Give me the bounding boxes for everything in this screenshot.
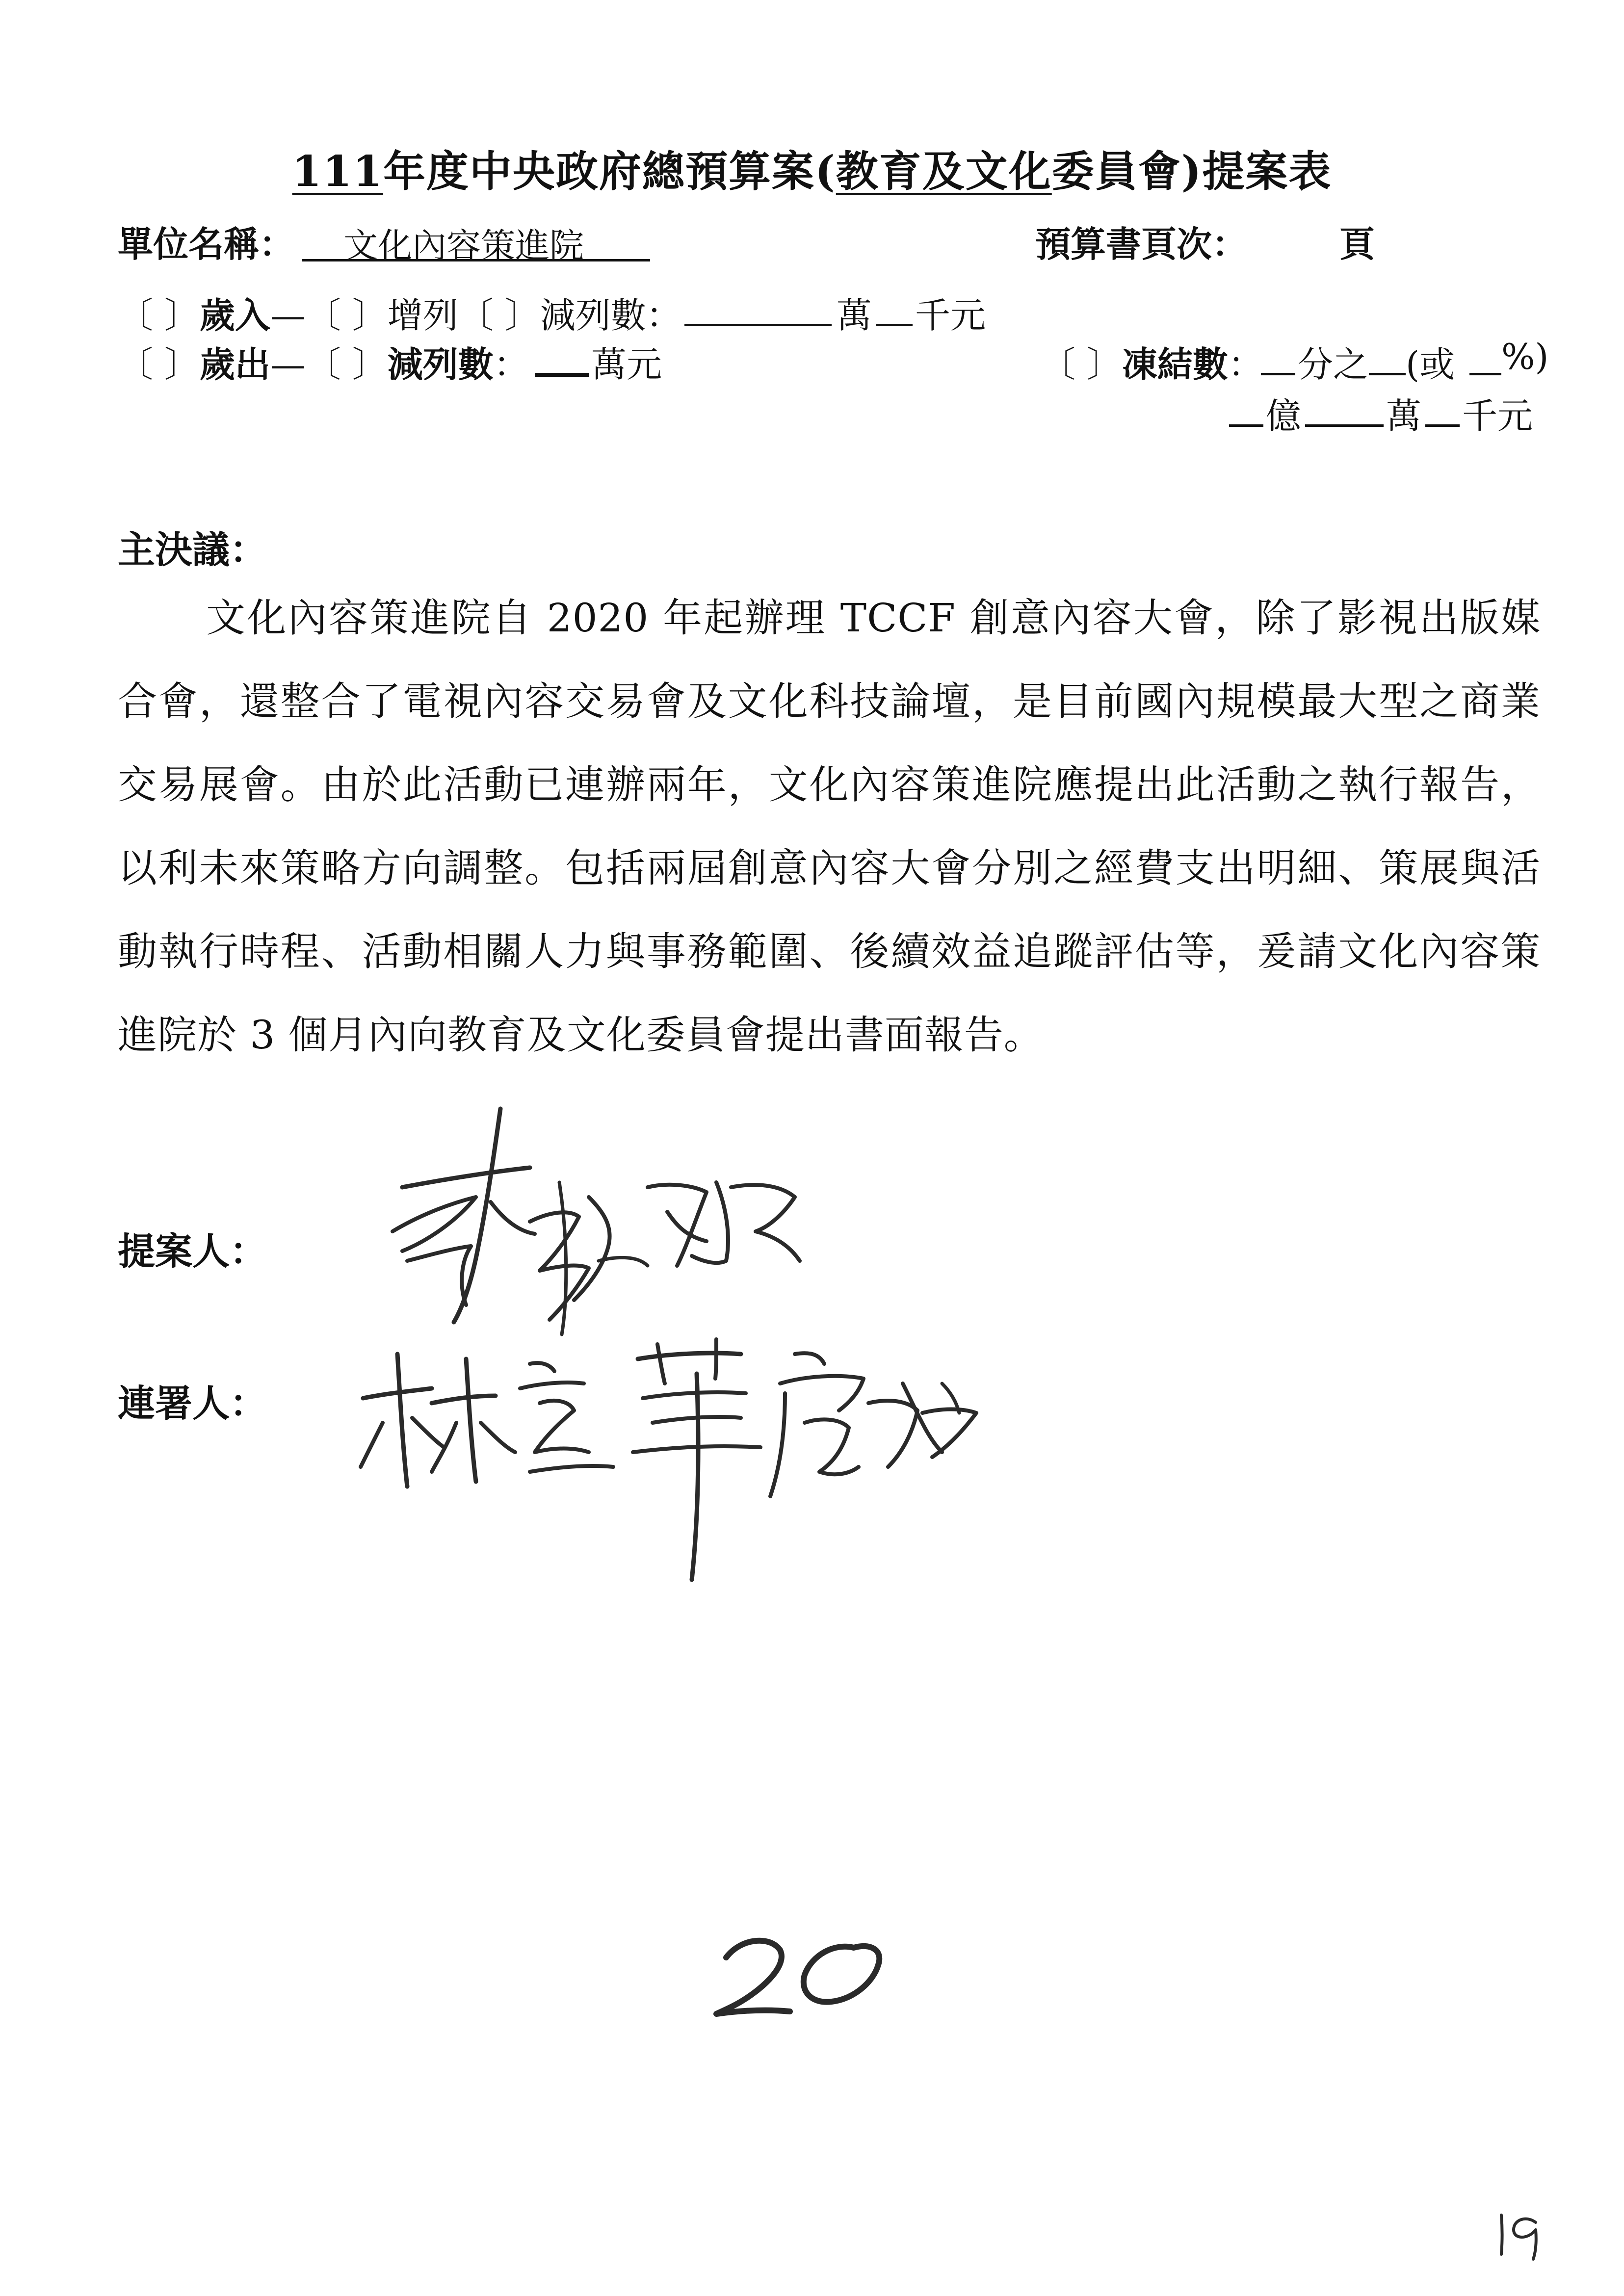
expenditure-row bbox=[118, 336, 529, 387]
freeze-yi-line bbox=[1229, 424, 1263, 427]
expenditure-wan-yuan: 萬元 bbox=[591, 344, 662, 385]
revenue-qian-yuan: 千元 bbox=[915, 295, 986, 336]
increase-label: 增列 bbox=[387, 295, 458, 336]
unit-value: 文化內容策進院 bbox=[343, 226, 584, 266]
title-year: 111 bbox=[292, 147, 384, 196]
revenue-qian-line bbox=[876, 324, 913, 326]
freeze-wan: 萬 bbox=[1386, 395, 1422, 437]
freeze-wan-line bbox=[1305, 424, 1384, 427]
budget-page-label: 預算書頁次： bbox=[1035, 223, 1248, 265]
proposer-signature bbox=[373, 1099, 814, 1344]
revenue-checkbox: 〔 〕 bbox=[118, 295, 200, 336]
revenue-label: 歲入 bbox=[199, 294, 270, 336]
expenditure-colon: ： bbox=[493, 344, 529, 385]
expenditure-dash: — bbox=[270, 344, 306, 385]
unit-label: 單位名稱： bbox=[118, 223, 295, 265]
freeze-percent-close: %) bbox=[1501, 336, 1549, 377]
budget-page-unit: 頁 bbox=[1339, 223, 1375, 265]
decrease-checkbox: 〔 〕 bbox=[458, 295, 540, 336]
freeze-denominator-line bbox=[1369, 373, 1406, 375]
proposer-label: 提案人： bbox=[118, 1229, 267, 1273]
freeze-yi: 億 bbox=[1266, 395, 1302, 437]
freeze-row bbox=[1040, 336, 1263, 387]
page-number-graphic bbox=[1492, 2208, 1550, 2262]
expenditure-checkbox: 〔 〕 bbox=[118, 344, 200, 385]
revenue-row bbox=[118, 287, 681, 338]
resolution-heading: 主決議： bbox=[118, 528, 267, 572]
cosigner-signature bbox=[353, 1325, 991, 1599]
increase-checkbox: 〔 〕 bbox=[305, 295, 388, 336]
revenue-wan: 萬 bbox=[837, 295, 872, 336]
title-committee: 教育及文化 bbox=[836, 147, 1052, 196]
expenditure-decrease-checkbox: 〔 〕 bbox=[305, 344, 388, 385]
freeze-fraction: 分之 bbox=[1298, 344, 1369, 385]
freeze-numerator-line bbox=[1261, 373, 1295, 375]
resolution-text-block bbox=[118, 576, 1541, 1077]
cosigner-label: 連署人： bbox=[118, 1382, 267, 1425]
title-mid: 年度中央政府總預算案( bbox=[383, 147, 836, 196]
freeze-label: 凍結數 bbox=[1122, 343, 1228, 385]
page-title bbox=[0, 137, 1624, 198]
unit-underline bbox=[302, 259, 650, 261]
freeze-qian-yuan: 千元 bbox=[1462, 395, 1533, 437]
expenditure-decrease-label: 減列數 bbox=[387, 343, 494, 385]
revenue-dash: — bbox=[270, 295, 306, 336]
freeze-colon: ： bbox=[1228, 344, 1263, 385]
freeze-percent-line bbox=[1469, 373, 1501, 375]
revenue-amount-line bbox=[684, 324, 832, 326]
title-tail: 委員會)提案表 bbox=[1051, 147, 1332, 196]
expenditure-label: 歲出 bbox=[199, 343, 270, 385]
resolution-text: 文化內容策進院自 2020 年起辦理 TCCF 創意內容大會，除了影視出版媒合會，還整合了電視內容交易會及文化科技論壇，是目前國內規模最大型之商業交易展會。由於此活動已連辦兩年，文化內容策進院應提出此活動之執行報告，以利未來策略方向調整。包括兩屆創意內容大會分別之經費支出明細、策展與活動執行時程、活動相關人力與事務範圍、後續效益追蹤評估等，爰請文化內容策進院於 3 個月內向教育及文化委員會提出書面報告。 bbox=[118, 595, 1541, 1058]
revenue-decrease-label: 減列數： bbox=[540, 295, 681, 336]
handwritten-number-graphic bbox=[707, 1928, 903, 2026]
expenditure-amount-line bbox=[535, 373, 589, 377]
freeze-qian-line bbox=[1425, 424, 1460, 427]
freeze-or-open: (或 bbox=[1406, 344, 1455, 385]
freeze-checkbox: 〔 〕 bbox=[1040, 344, 1122, 385]
